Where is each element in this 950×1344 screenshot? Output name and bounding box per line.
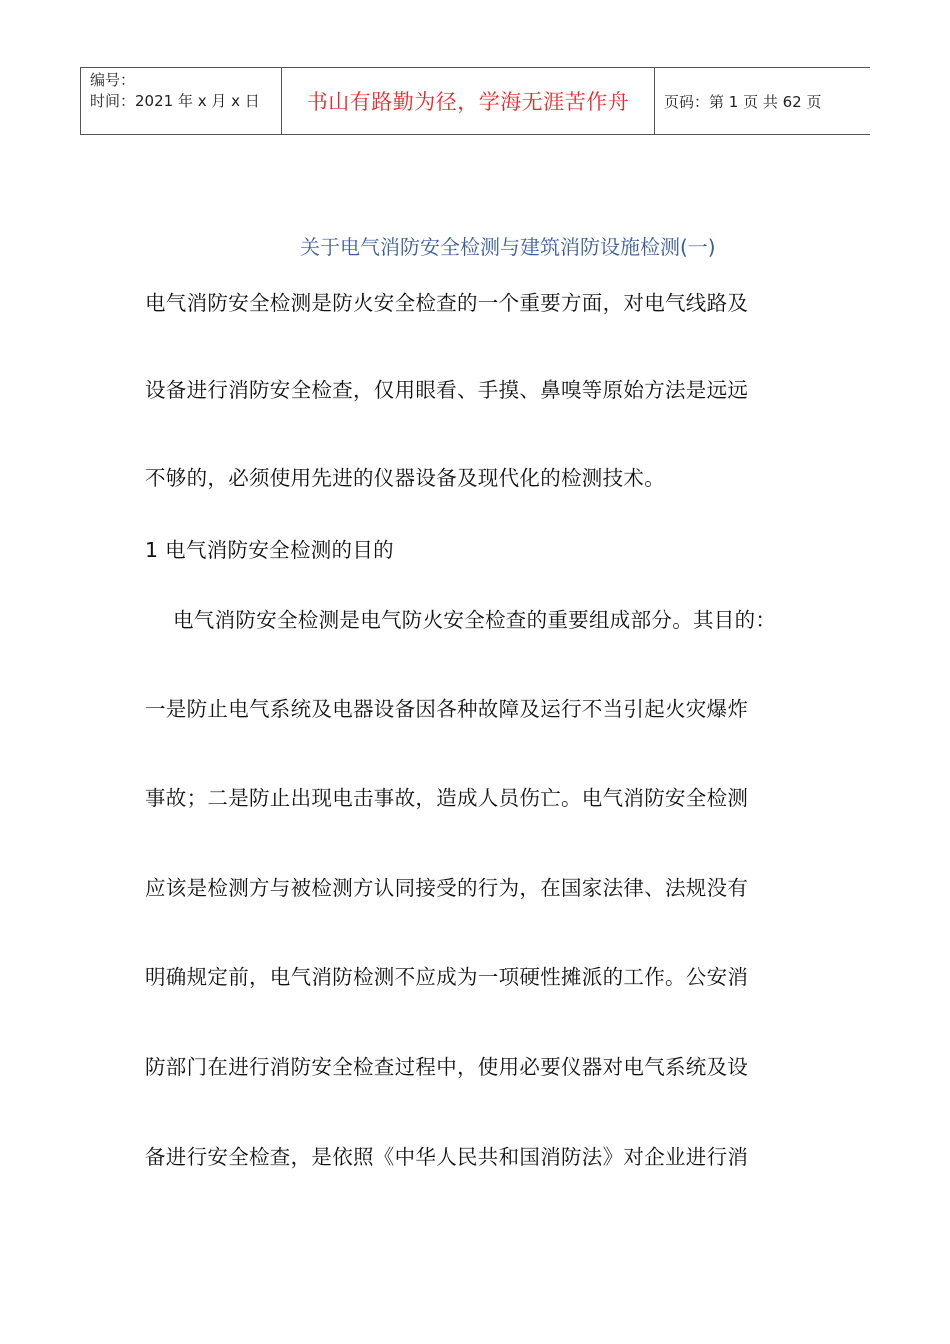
body-line: 设备进行消防安全检查，仅用眼看、手摸、鼻嗅等原始方法是远远 bbox=[145, 378, 749, 402]
body-line: 事故；二是防止出现电击事故，造成人员伤亡。电气消防安全检测 bbox=[145, 786, 749, 810]
document-date: 时间：2021 年 x 月 x 日 bbox=[90, 92, 260, 110]
header-motto-cell bbox=[282, 68, 655, 134]
body-line: 一是防止电气系统及电器设备因各种故障及运行不当引起火灾爆炸 bbox=[145, 697, 749, 721]
body-line: 防部门在进行消防安全检查过程中，使用必要仪器对电气系统及设 bbox=[145, 1055, 749, 1079]
header-motto: 书山有路勤为径，学海无涯苦作舟 bbox=[306, 90, 630, 114]
body-line: 电气消防安全检测是防火安全检查的一个重要方面，对电气线路及 bbox=[145, 291, 749, 315]
document-title: 关于电气消防安全检测与建筑消防设施检测(一) bbox=[300, 235, 716, 259]
section-heading: 1 电气消防安全检测的目的 bbox=[145, 538, 394, 562]
body-line: 备进行安全检查，是依照《中华人民共和国消防法》对企业进行消 bbox=[145, 1145, 749, 1169]
body-line: 不够的，必须使用先进的仪器设备及现代化的检测技术。 bbox=[145, 466, 665, 490]
header-meta-cell bbox=[81, 68, 282, 134]
body-line: 电气消防安全检测是电气防火安全检查的重要组成部分。其目的： bbox=[173, 608, 777, 632]
body-line: 应该是检测方与被检测方认同接受的行为，在国家法律、法规没有 bbox=[145, 876, 749, 900]
document-number-label: 编号： bbox=[90, 71, 136, 89]
document-header bbox=[80, 67, 870, 135]
body-line: 明确规定前，电气消防检测不应成为一项硬性摊派的工作。公安消 bbox=[145, 965, 749, 989]
header-page-cell bbox=[655, 68, 871, 134]
page-indicator: 页码：第 1 页 共 62 页 bbox=[664, 92, 822, 111]
